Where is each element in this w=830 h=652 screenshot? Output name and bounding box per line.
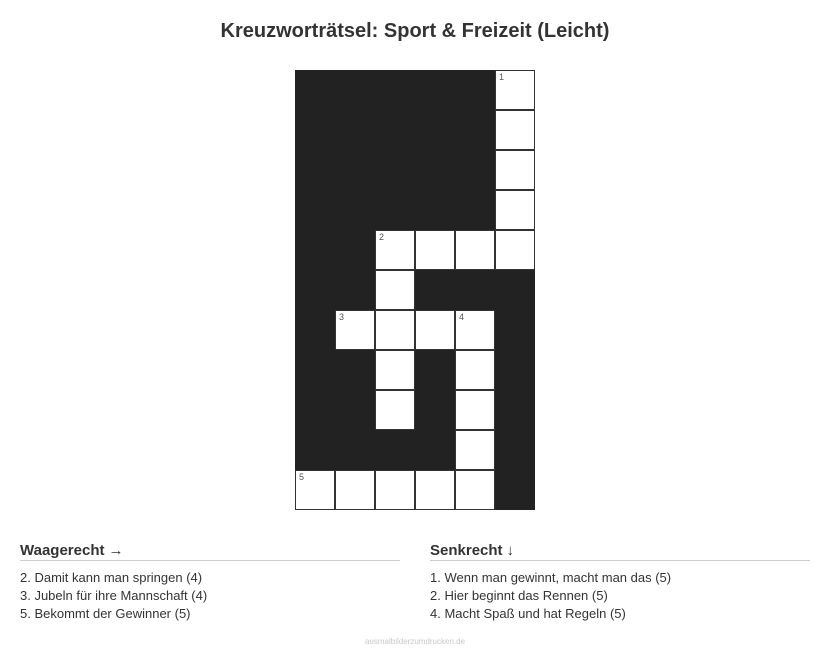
grid-cell[interactable] (375, 310, 415, 350)
grid-block (295, 270, 335, 310)
grid-block (335, 110, 375, 150)
down-clue-4: 4. Macht Spaß und hat Regeln (5) (430, 606, 626, 621)
grid-block (295, 390, 335, 430)
down-arrow-icon: ↓ (506, 542, 515, 559)
grid-block (415, 390, 455, 430)
grid-block (375, 110, 415, 150)
down-clue-1: 1. Wenn man gewinnt, macht man das (5) (430, 570, 672, 585)
grid-block (295, 70, 335, 110)
grid-cell[interactable] (335, 470, 375, 510)
grid-cell[interactable] (455, 470, 495, 510)
grid-cell[interactable] (495, 230, 535, 270)
grid-cell[interactable] (455, 350, 495, 390)
grid-block (415, 270, 455, 310)
grid-block (415, 110, 455, 150)
grid-block (495, 390, 535, 430)
grid-block (295, 110, 335, 150)
grid-block (495, 350, 535, 390)
grid-cell[interactable] (375, 390, 415, 430)
down-heading-label: Senkrecht (430, 542, 503, 559)
across-heading (20, 542, 400, 561)
grid-block (495, 310, 535, 350)
grid-block (335, 70, 375, 110)
grid-block (295, 230, 335, 270)
grid-block (375, 150, 415, 190)
grid-cell[interactable] (295, 470, 335, 510)
clue-number: 2 (379, 232, 385, 242)
grid-block (455, 270, 495, 310)
grid-block (295, 190, 335, 230)
grid-cell[interactable] (495, 70, 535, 110)
grid-cell[interactable] (375, 350, 415, 390)
down-clue-2: 2. Hier beginnt das Rennen (5) (430, 588, 608, 603)
footer-credit: ausmalbilderzumdrucken.de (364, 637, 466, 646)
right-arrow-icon: → (108, 542, 124, 559)
grid-cell[interactable] (415, 470, 455, 510)
grid-cell[interactable] (415, 310, 455, 350)
grid-cell[interactable] (415, 230, 455, 270)
grid-block (415, 70, 455, 110)
grid-block (295, 350, 335, 390)
grid-block (455, 70, 495, 110)
grid-block (455, 190, 495, 230)
down-clues (430, 542, 810, 623)
grid-block (295, 430, 335, 470)
across-clue-2: 2. Damit kann man springen (4) (20, 570, 203, 585)
grid-block (335, 350, 375, 390)
grid-block (335, 230, 375, 270)
grid-block (375, 430, 415, 470)
grid-cell[interactable] (455, 390, 495, 430)
grid-block (495, 470, 535, 510)
across-heading-label: Waagerecht (20, 542, 105, 559)
grid-cell[interactable] (335, 310, 375, 350)
grid-block (455, 110, 495, 150)
clue-number: 4 (459, 312, 465, 322)
grid-block (415, 430, 455, 470)
grid-cell[interactable] (495, 190, 535, 230)
grid-block (495, 270, 535, 310)
crossword-grid (295, 70, 535, 510)
grid-block (415, 150, 455, 190)
grid-cell[interactable] (375, 230, 415, 270)
grid-block (375, 190, 415, 230)
grid-block (335, 150, 375, 190)
grid-cell[interactable] (455, 430, 495, 470)
grid-block (335, 270, 375, 310)
grid-cell[interactable] (455, 310, 495, 350)
grid-block (495, 430, 535, 470)
grid-cell[interactable] (375, 470, 415, 510)
down-heading (430, 542, 810, 561)
grid-block (415, 350, 455, 390)
puzzle-title: Kreuzworträtsel: Sport & Freizeit (Leicht) (220, 20, 610, 42)
grid-block (295, 310, 335, 350)
grid-block (335, 390, 375, 430)
grid-cell[interactable] (375, 270, 415, 310)
across-clue-3: 3. Jubeln für ihre Mannschaft (4) (20, 588, 208, 603)
grid-cell[interactable] (495, 150, 535, 190)
grid-cell[interactable] (455, 230, 495, 270)
clue-number: 3 (339, 312, 345, 322)
grid-block (415, 190, 455, 230)
across-clue-5: 5. Bekommt der Gewinner (5) (20, 606, 191, 621)
grid-block (455, 150, 495, 190)
grid-block (335, 430, 375, 470)
grid-block (375, 70, 415, 110)
clue-number: 1 (499, 72, 505, 82)
grid-cell[interactable] (495, 110, 535, 150)
across-clues (20, 542, 400, 623)
grid-block (335, 190, 375, 230)
grid-block (295, 150, 335, 190)
clue-number: 5 (299, 472, 305, 482)
